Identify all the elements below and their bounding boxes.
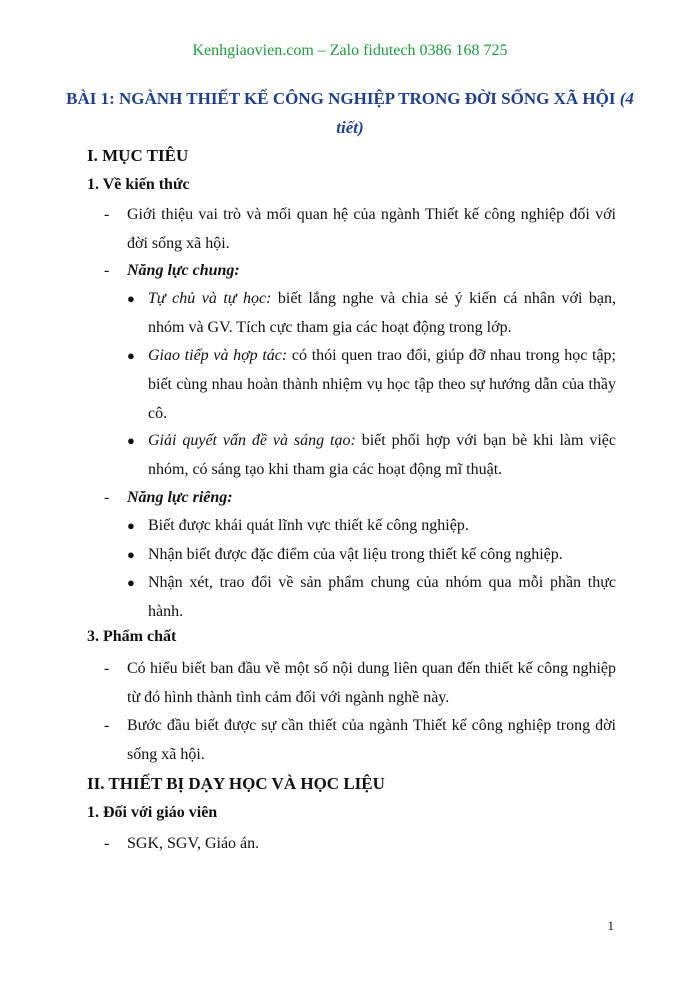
- dash-marker: -: [104, 262, 110, 279]
- competence-text: có thói quen trao đổi, giúp đỡ nhau trong học tập; biết cùng nhau hoàn thành nhiệm vụ học tập theo sự hướng dẫn của thầy cô.: [148, 347, 616, 422]
- list-item: [127, 568, 616, 626]
- bullet-marker: ●: [127, 291, 135, 306]
- bullet-marker: ●: [127, 547, 135, 562]
- dash-marker: -: [104, 489, 110, 506]
- list-item: [104, 829, 616, 858]
- subheading-teacher: 1. Đối với giáo viên: [87, 804, 218, 821]
- list-item: [127, 511, 616, 540]
- list-item-text: Có hiểu biết ban đầu về một số nội dung liên quan đến thiết kế công nghiệp từ đó hình thành tình cảm đối với ngành nghề này.: [127, 660, 616, 706]
- header-separator: –: [313, 42, 330, 59]
- list-item: [127, 426, 616, 484]
- bullet-marker: ●: [127, 518, 135, 533]
- lesson-title-main: BÀI 1: NGÀNH THIẾT KẾ CÔNG NGHIỆP TRONG ĐỜI SỐNG XÃ HỘI: [66, 89, 616, 108]
- subheading-knowledge: 1. Về kiến thức: [87, 176, 190, 193]
- header-contact: Zalo fidutech 0386 168 725: [329, 42, 508, 59]
- section-heading-objectives: I. MỤC TIÊU: [87, 146, 189, 165]
- bullet-marker: ●: [127, 433, 135, 448]
- list-item-specific-competence: [104, 483, 616, 512]
- lesson-duration: (4 tiết): [336, 89, 634, 137]
- section-heading-equipment: II. THIẾT BỊ DẠY HỌC VÀ HỌC LIỆU: [87, 774, 385, 793]
- list-item-text: [148, 341, 616, 428]
- lesson-title: [60, 84, 640, 142]
- list-item-text: Giới thiệu vai trò và mối quan hệ của ngành Thiết kế công nghiệp đối với đời sống xã hội.: [127, 206, 616, 252]
- list-item-text: [148, 426, 616, 484]
- competence-lead: Giao tiếp và hợp tác:: [148, 347, 288, 364]
- dash-marker: -: [104, 835, 110, 852]
- list-item-text: Biết được khái quát lĩnh vực thiết kế công nghiệp.: [148, 517, 469, 534]
- dash-marker: -: [104, 206, 110, 223]
- page-number: 1: [607, 918, 614, 933]
- subheading-qualities: 3. Phẩm chất: [87, 628, 177, 645]
- list-item-general-competence: [104, 256, 616, 285]
- list-item: [127, 540, 616, 569]
- header-site: Kenhgiaovien.com: [192, 42, 314, 59]
- list-item: [127, 284, 616, 342]
- dash-marker: -: [104, 660, 110, 677]
- competence-text: biết phối hợp với bạn bè khi làm việc nhóm, có sáng tạo khi tham gia các hoạt động mĩ thuật.: [148, 432, 617, 478]
- list-item-text: Bước đầu biết được sự cần thiết của ngành Thiết kế công nghiệp trong đời sống xã hội.: [127, 717, 616, 763]
- list-item: [104, 711, 616, 769]
- competence-lead: Giải quyết vấn đề và sáng tạo:: [148, 432, 356, 449]
- list-item: [104, 654, 616, 712]
- list-item-text: SGK, SGV, Giáo án.: [127, 835, 260, 852]
- bullet-marker: ●: [127, 348, 135, 363]
- list-item: [127, 341, 616, 428]
- page-header: [0, 42, 700, 60]
- competence-text: biết lắng nghe và chia sẻ ý kiến cá nhân với bạn, nhóm và GV. Tích cực tham gia các hoạt động trong lớp.: [148, 290, 617, 336]
- specific-competence-label: Năng lực riêng:: [127, 489, 233, 506]
- competence-lead: Tự chủ và tự học:: [148, 290, 272, 307]
- list-item-text: [148, 284, 616, 342]
- general-competence-label: Năng lực chung:: [127, 262, 240, 279]
- list-item-text: Nhận biết được đặc điểm của vật liệu trong thiết kế công nghiệp.: [148, 546, 563, 563]
- list-item: [104, 200, 616, 258]
- dash-marker: -: [104, 717, 110, 734]
- list-item-text: Nhận xét, trao đổi về sản phẩm chung của nhóm qua mỗi phần thực hành.: [148, 574, 616, 620]
- bullet-marker: ●: [127, 575, 135, 590]
